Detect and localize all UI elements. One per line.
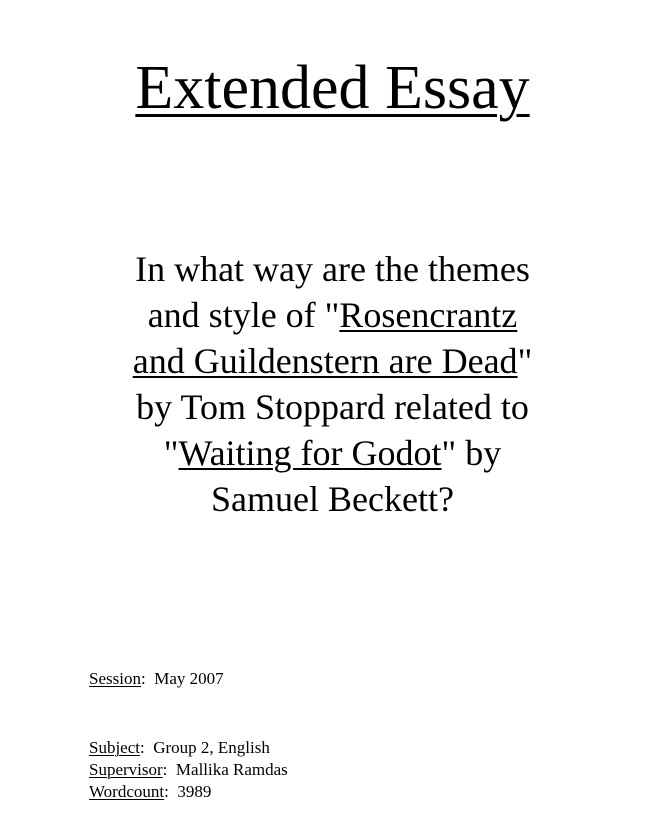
question-line-2 — [60, 292, 605, 338]
wordcount-row: Wordcount: 3989 — [89, 782, 212, 801]
work-title-rosencrantz: Rosencrantz — [339, 295, 518, 335]
work-title-godot: Waiting for Godot — [178, 433, 442, 473]
question-line-5-suffix: " by — [441, 433, 502, 473]
wordcount-label: Wordcount — [89, 782, 165, 801]
work-title-guildenstern: and Guildenstern are Dead — [132, 341, 518, 381]
question-line-3-suffix: " — [517, 341, 533, 381]
session-row: Session: May 2007 — [89, 669, 224, 688]
session-info — [89, 668, 224, 690]
question-line-2-prefix: and style of " — [147, 295, 340, 335]
subject-label: Subject — [89, 738, 140, 757]
supervisor-value: Mallika Ramdas — [175, 760, 288, 779]
question-line-1: In what way are the themes — [135, 249, 530, 289]
question-line-5 — [60, 430, 605, 476]
essay-details — [89, 737, 288, 803]
supervisor-row: Supervisor: Mallika Ramdas — [89, 760, 288, 779]
research-question — [60, 246, 605, 522]
wordcount-value: 3989 — [177, 782, 212, 801]
supervisor-label: Supervisor — [89, 760, 163, 779]
question-line-3 — [60, 338, 605, 384]
session-label: Session — [89, 669, 141, 688]
subject-value: Group 2, English — [153, 738, 270, 757]
question-line-5-prefix: " — [163, 433, 179, 473]
question-line-4: by Tom Stoppard related to — [136, 387, 529, 427]
session-value: May 2007 — [154, 669, 224, 688]
document-title: Extended Essay — [135, 54, 530, 122]
subject-row: Subject: Group 2, English — [89, 738, 270, 757]
question-line-6: Samuel Beckett? — [211, 479, 454, 519]
